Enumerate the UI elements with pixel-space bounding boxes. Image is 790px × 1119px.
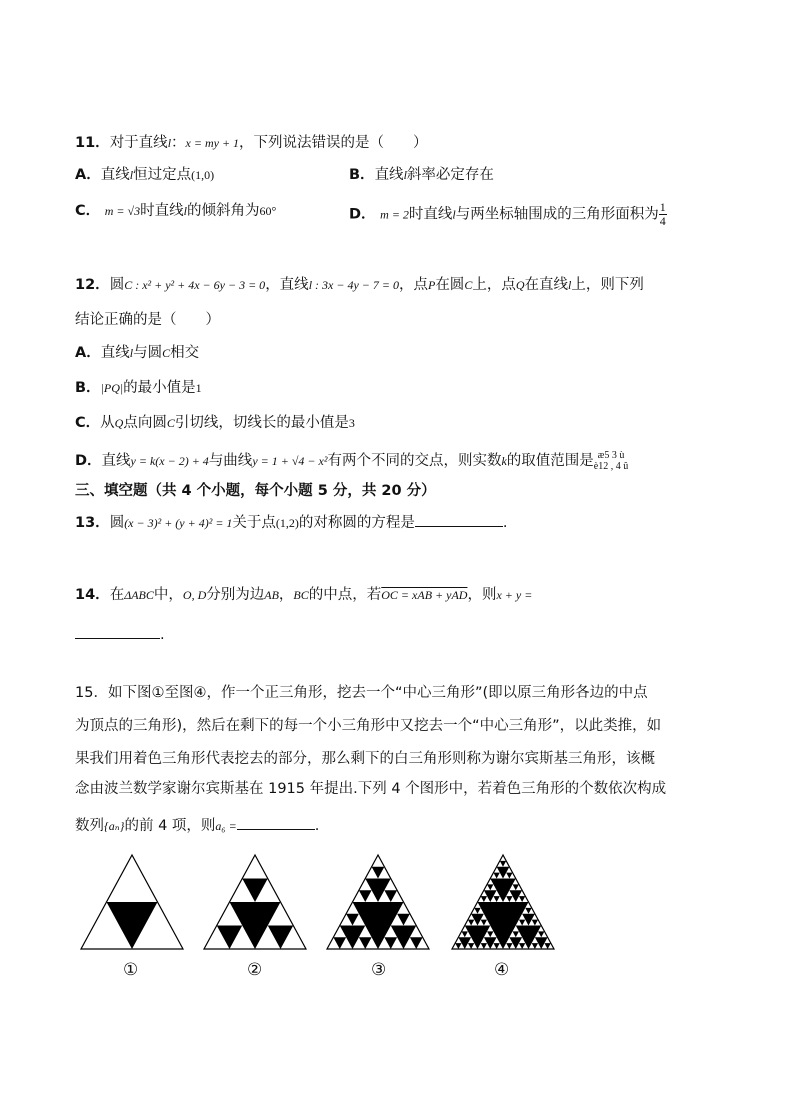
figure-label-4: ④: [494, 960, 510, 980]
fraction: $\frac{1}{4}$: [659, 200, 666, 228]
q11-option-d: D． m = 2时直线l与两坐标轴围成的三角形面积为 $\frac{1}{4}$: [349, 200, 666, 228]
q15-line4: 念由波兰数学家谢尔宾斯基在 1915 年提出.下列 4 个图形中，若着色三角形的个数依次构成: [75, 781, 667, 797]
q12-option-d: D．直线y = k(x − 2) + 4与曲线y = 1 + √4 − x²有两个不同的交点，则实数k的取值范围是 æ5 3 ù è12 , 4 û: [75, 450, 629, 472]
sierpinski-figure-3: [325, 853, 431, 953]
question-number: 11．: [75, 135, 110, 151]
q12-option-c: C．从Q点向圆C引切线，切线长的最小值是3: [75, 415, 355, 431]
q12-stem-line2: 结论正确的是（ ）: [75, 312, 220, 328]
sierpinski-figure-4: [450, 853, 556, 953]
sierpinski-figure-2: [202, 853, 308, 953]
q13-stem: 13．圆(x − 3)² + (y + 4)² = 1关于点(1,2)的对称圆的方程是 .: [75, 512, 508, 533]
section-title: 三、填空题（共 4 个小题，每个小题 5 分，共 20 分）: [75, 483, 436, 499]
q15-line3: 果我们用着色三角形代表挖去的部分，那么剩下的白三角形则称为谢尔宾斯基三角形，该概: [75, 751, 655, 767]
q11-option-a: A．直线l恒过定点(1,0): [75, 167, 215, 183]
q14-stem: 14．在ΔABC中，O, D分别为边AB，BC的中点，若OC = xAB + yAD，则x + y =: [75, 587, 533, 603]
q11-option-b: B．直线l斜率必定存在: [349, 167, 494, 183]
figure-label-2: ②: [247, 960, 263, 980]
q12-option-b: B．|PQ|的最小值是1: [75, 380, 202, 396]
sierpinski-figure-1: [79, 853, 185, 953]
q15-line2: 为顶点的三角形)，然后在剩下的每一个小三角形中又挖去一个“中心三角形”，以此类推，如: [75, 718, 662, 734]
q14-answer-line: .: [75, 624, 165, 645]
q11-option-c: C． m = √3时直线l的倾斜角为60°: [75, 203, 277, 219]
answer-blank[interactable]: [415, 512, 503, 527]
figure-label-1: ①: [123, 960, 139, 980]
answer-blank[interactable]: [75, 624, 160, 639]
q11-stem: 11．对于直线l：x = my + 1，下列说法错误的是（ ）: [75, 135, 428, 151]
interval-range: æ5 3 ù è12 , 4 û: [593, 450, 629, 472]
q15-line5: 数列{aₙ}的前 4 项，则a₆ = .: [75, 815, 319, 836]
q12-option-a: A．直线l与圆C相交: [75, 345, 200, 361]
q12-stem: 12．圆C : x² + y² + 4x − 6y − 3 = 0，直线l : 3x − 4y − 7 = 0，点P在圆C上，点Q在直线l上，则下列: [75, 277, 644, 293]
answer-blank[interactable]: [237, 815, 315, 830]
vector-equation: OC = xAB + yAD: [381, 588, 468, 602]
figure-label-3: ③: [371, 960, 387, 980]
q15-line1: 15．如下图①至图④，作一个正三角形，挖去一个“中心三角形”(即以原三角形各边的中点: [75, 685, 648, 701]
